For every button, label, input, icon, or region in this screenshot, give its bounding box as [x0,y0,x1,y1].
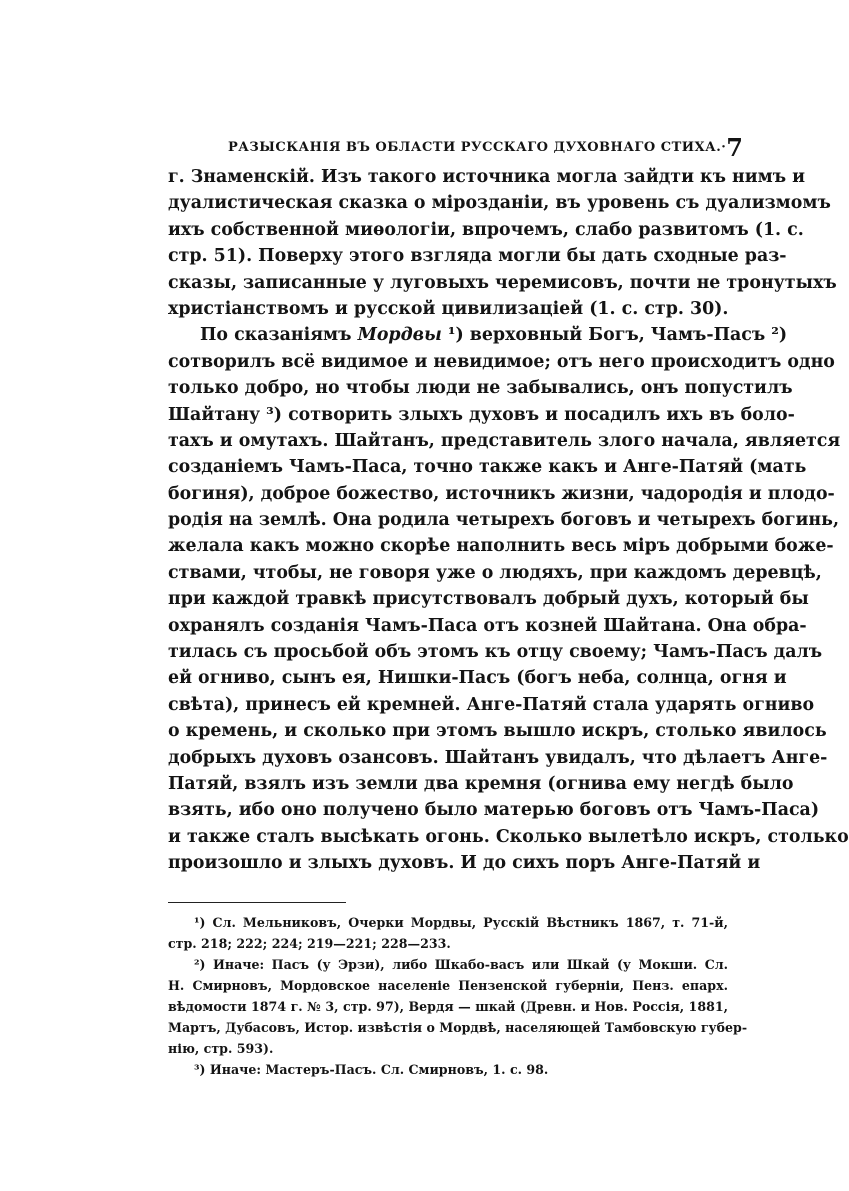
text-line: Патяй, взялъ изъ земли два кремня (огнива ему негдѣ было [168,773,794,794]
text-line: тахъ и омутахъ. Шайтанъ, представитель злого начала, является [168,430,841,451]
text-line: свѣта), принесъ ей кремней. Анге-Патяй стала ударять огниво [168,694,815,715]
text-line: созданіемъ Чамъ-Паса, точно также какъ и Анге-Патяй (мать [168,457,807,478]
text-line [168,322,788,348]
text-line: сказы, записанные у луговыхъ черемисовъ, почти не тронутыхъ [168,272,837,293]
text-line: при каждой травкѣ присутствовалъ добрый духъ, который бы [168,589,809,610]
running-head: РАЗЫСКАНІЯ ВЪ ОБЛАСТИ РУССКАГО ДУХОВНАГО СТИХА.· [228,139,727,155]
body-text [168,164,849,877]
footnote-line: ²) Иначе: Пасъ (у Эрзи), либо Шкабо-васъ или Шкай (у Мокши. Сл. [194,957,728,972]
footnote-line: стр. 218; 222; 224; 219—221; 228—233. [168,936,451,951]
footnote-line: нію, стр. 593). [168,1041,274,1056]
footnote-line: вѣдомости 1874 г. № 3, стр. 97), Вердя — шкай (Древн. и Нов. Россія, 1881, [168,999,728,1014]
text-line: о кремень, и сколько при этомъ вышло искръ, столько явилось [168,721,827,742]
text-line: родія на землѣ. Она родила четырехъ боговъ и четырехъ богинь, [168,510,840,531]
text-line: ствами, чтобы, не говоря уже о людяхъ, при каждомъ деревцѣ, [168,562,822,583]
footnotes [168,912,748,1080]
text-line: г. Знаменскій. Изъ такого источника могла зайдти къ нимъ и [168,167,806,187]
text-line: стр. 51). Поверху этого взгляда могли бы дать сходные раз- [168,246,787,267]
text-line: добрыхъ духовъ озансовъ. Шайтанъ увидалъ, что дѣлаетъ Анге- [168,747,828,768]
text-line: только добро, но чтобы люди не забывались, онъ попустилъ [168,378,793,399]
text-line: дуалистическая сказка о мірозданіи, въ уровень съ дуализмомъ [168,193,831,214]
footnote-line: ³) Иначе: Мастеръ-Пасъ. Сл. Смирновъ, 1. с. 98. [194,1062,549,1077]
text-line: Шайтану ³) сотворить злыхъ духовъ и посадилъ ихъ въ боло- [168,404,795,425]
text-line: взять, ибо оно получено было матерью боговъ отъ Чамъ-Паса) [168,800,820,821]
page-header [228,132,743,162]
text-line: желала какъ можно скорѣе наполнить весь міръ добрыми боже- [168,536,834,557]
footnote-line: Мартъ, Дубасовъ, Истор. извѣстія о Мордвѣ, населяющей Тамбовскую губер- [168,1020,748,1035]
footnote-line: ¹) Сл. Мельниковъ, Очерки Мордвы, Русскій Вѣстникъ 1867, т. 71-й, [194,915,728,930]
footnote-divider [168,902,346,903]
footnote-line: Н. Смирновъ, Мордовское населеніе Пензенской губерніи, Пенз. епарх. [168,978,728,993]
italic-word: Мордвы [357,325,442,346]
text-line: и также сталъ высѣкать огонь. Сколько вылетѣло искръ, столько [168,826,849,847]
text-line: произошло и злыхъ духовъ. И до сихъ поръ Анге-Патяй и [168,853,761,874]
text-line: охранялъ созданія Чамъ-Паса отъ козней Шайтана. Она обра- [168,615,807,636]
text-line: ихъ собственной миѳологіи, впрочемъ, слабо развитомъ (1. с. [168,219,804,240]
text-line: ей огниво, сынъ ея, Нишки-Пасъ (богъ неба, солнца, огня и [168,668,787,689]
text-line: богиня), доброе божество, источникъ жизни, чадородія и плодо- [168,483,835,504]
page-number: 7 [726,132,743,162]
text-line: сотворилъ всё видимое и невидимое; отъ него происходитъ одно [168,351,835,372]
text-fragment: По сказаніямъ [200,325,352,346]
text-line: тилась съ просьбой объ этомъ къ отцу своему; Чамъ-Пасъ далъ [168,642,823,663]
text-fragment: ¹) верховный Богъ, Чамъ-Пасъ ²) [447,325,788,346]
text-line: христіанствомъ и русской цивилизаціей (1. с. стр. 30). [168,298,729,319]
